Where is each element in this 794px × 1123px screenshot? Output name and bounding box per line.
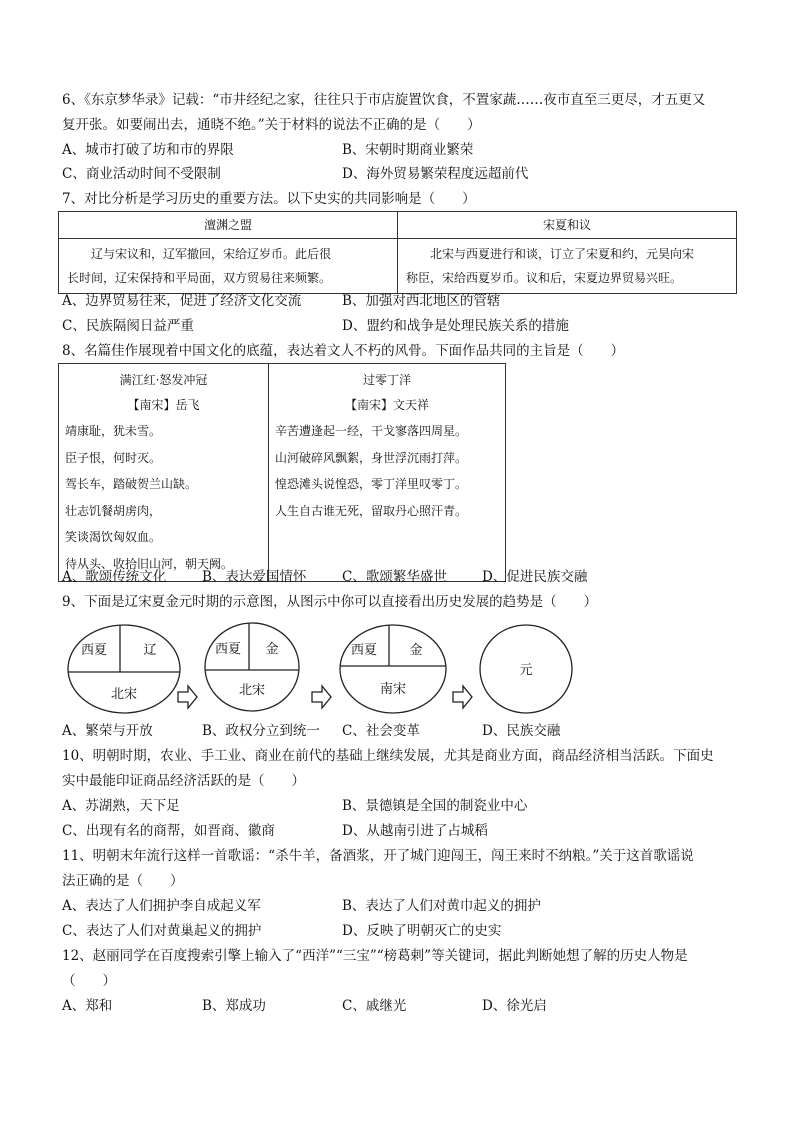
label-jin: 金	[409, 643, 423, 658]
q7-table-header-1: 澶渊之盟	[59, 212, 398, 239]
q9-option-a: A、繁荣与开放	[62, 723, 153, 739]
q11-option-b: B、表达了人们对黄巾起义的拥护	[342, 898, 541, 914]
poem2-line: 惶恐滩头说惶恐，零丁洋里叹零丁。	[275, 477, 468, 491]
q12-option-d: D、徐光启	[482, 998, 547, 1014]
q10-stem-line1: 10、明朝时期，农业、手工业、商业在前代的基础上继续发展，尤其是商业方面，商品经济相当活跃。下面史	[62, 748, 714, 764]
label-liao: 辽	[143, 643, 157, 658]
label-jin: 金	[265, 642, 279, 657]
poem1-line: 臣子恨，何时灭。	[65, 450, 162, 465]
q9-option-b: B、政权分立到统一	[202, 723, 320, 739]
arrow-icon	[178, 686, 197, 708]
q7-stem: 7、对比分析是学习历史的重要方法。以下史实的共同影响是（ ）	[62, 191, 476, 207]
poem1-line: 靖康耻，犹未雪。	[65, 424, 162, 438]
q6-option-c: C、商业活动时间不受限制	[62, 166, 221, 182]
poem1-line: 驾长车，踏破贺兰山缺。	[65, 477, 198, 491]
q7-table-cell-1	[59, 239, 398, 294]
q12-stem-line1: 12、赵丽同学在百度搜索引擎上输入了“西洋”“三宝”“榜葛剌”等关键词，据此判断她想了解的历史人物是	[62, 948, 688, 964]
poem2-line: 人生自古谁无死，留取丹心照汗青。	[275, 503, 468, 518]
q7-cell2-line1: 北宋与西夏进行和谈，订立了宋夏和约，元昊向宋	[406, 247, 695, 261]
poem2-line: 辛苦遭逢起一经，干戈寥落四周星。	[275, 424, 468, 438]
q7-cell1-line1: 辽与宋议和，辽军撤回，宋给辽岁币。此后很	[67, 247, 332, 261]
q9-option-c: C、社会变革	[342, 723, 420, 739]
q8-option-d: D、促进民族交融	[482, 569, 588, 585]
q7-comparison-table	[58, 211, 737, 294]
q9-option-d: D、民族交融	[482, 723, 561, 739]
q10-option-a: A、苏湖熟，天下足	[62, 798, 180, 814]
q7-cell1-line2: 长时间，辽宋保持和平局面，双方贸易往来频繁。	[67, 271, 332, 285]
label-yuan: 元	[519, 663, 533, 678]
q8-option-a: A、歌颂传统文化	[62, 569, 167, 585]
poem2-line: 山河破碎风飘絮，身世浮沉雨打萍。	[275, 450, 468, 465]
diagram-circle-3	[340, 625, 446, 713]
q10-option-c: C、出现有名的商帮，如晋商、徽商	[62, 823, 275, 839]
q12-stem-line2: （ ）	[62, 973, 116, 989]
label-xixia: 西夏	[214, 642, 242, 657]
q10-option-b: B、景德镇是全国的制瓷业中心	[342, 798, 528, 814]
q12-option-c: C、戚继光	[342, 998, 407, 1014]
q7-cell2-line2: 称臣，宋给西夏岁币。议和后，宋夏边界贸易兴旺。	[406, 271, 683, 285]
label-xixia: 西夏	[80, 643, 108, 658]
q11-option-d: D、反映了明朝灭亡的史实	[342, 923, 502, 939]
poem1-line: 壮志饥餐胡虏肉，	[65, 503, 162, 518]
label-nansong: 南宋	[379, 682, 407, 697]
q8-option-c: C、歌颂繁华盛世	[342, 569, 447, 585]
q6-option-b: B、宋朝时期商业繁荣	[342, 142, 474, 158]
label-xixia: 西夏	[350, 643, 378, 658]
label-beisong: 北宋	[110, 687, 138, 702]
q7-option-b: B、加强对西北地区的管辖	[342, 293, 501, 309]
q8-poem2	[269, 364, 506, 582]
q7-option-c: C、民族隔阂日益严重	[62, 318, 194, 334]
q11-option-c: C、表达了人们对黄巢起义的拥护	[62, 923, 262, 939]
q6-stem-line2: 复开张。如要闹出去，通晓不绝。”关于材料的说法不正确的是（ ）	[62, 117, 481, 133]
poem1-author: 【南宋】岳飞	[127, 398, 200, 412]
q6-option-d: D、海外贸易繁荣程度远超前代	[342, 166, 529, 182]
q9-dynasty-diagram	[60, 620, 590, 720]
label-beisong: 北宋	[238, 683, 266, 698]
q8-option-b: B、表达爱国情怀	[202, 569, 307, 585]
q7-option-d: D、盟约和战争是处理民族关系的措施	[342, 318, 569, 334]
q6-stem-line1: 6、《东京梦华录》记载：“市井经纪之家，往往只于市店旋置饮食，不置家蔬……夜市直至三更尽，才五更又	[62, 92, 706, 108]
q7-table-cell-2	[398, 239, 737, 294]
poem1-title: 满江红·怒发冲冠	[119, 373, 208, 387]
q7-option-a: A、边界贸易往来，促进了经济文化交流	[62, 293, 302, 309]
q6-option-a: A、城市打破了坊和市的界限	[62, 142, 234, 158]
q12-option-b: B、郑成功	[202, 998, 266, 1014]
q10-option-d: D、从越南引进了占城稻	[342, 823, 488, 839]
poem2-author: 【南宋】文天祥	[344, 398, 429, 412]
poem2-title: 过零丁洋	[362, 373, 411, 387]
q11-stem-line2: 法正确的是（ ）	[62, 873, 184, 889]
q9-stem: 9、下面是辽宋夏金元时期的示意图，从图示中你可以直接看出历史发展的趋势是（ ）	[62, 594, 598, 610]
q11-stem-line1: 11、明朝末年流行这样一首歌谣：“杀牛羊，备酒浆，开了城门迎闯王，闯王来时不纳粮。”关于这首歌谣说	[62, 848, 694, 864]
q8-poem1	[59, 364, 269, 582]
q8-poems-table	[58, 363, 506, 582]
q10-stem-line2: 实中最能印证商品经济活跃的是（ ）	[62, 773, 305, 789]
arrow-icon	[453, 686, 472, 708]
q12-option-a: A、郑和	[62, 998, 113, 1014]
poem1-line: 待从头、收拾旧山河，朝天阙。	[65, 556, 234, 571]
q7-table-header-2: 宋夏和议	[398, 212, 737, 239]
arrow-icon	[312, 686, 331, 708]
poem1-line: 笑谈渴饮匈奴血。	[65, 530, 162, 544]
q11-option-a: A、表达了人们拥护李自成起义军	[62, 898, 261, 914]
q8-stem: 8、名篇佳作展现着中国文化的底蕴，表达着文人不朽的风骨。下面作品共同的主旨是（ ）	[62, 343, 625, 359]
